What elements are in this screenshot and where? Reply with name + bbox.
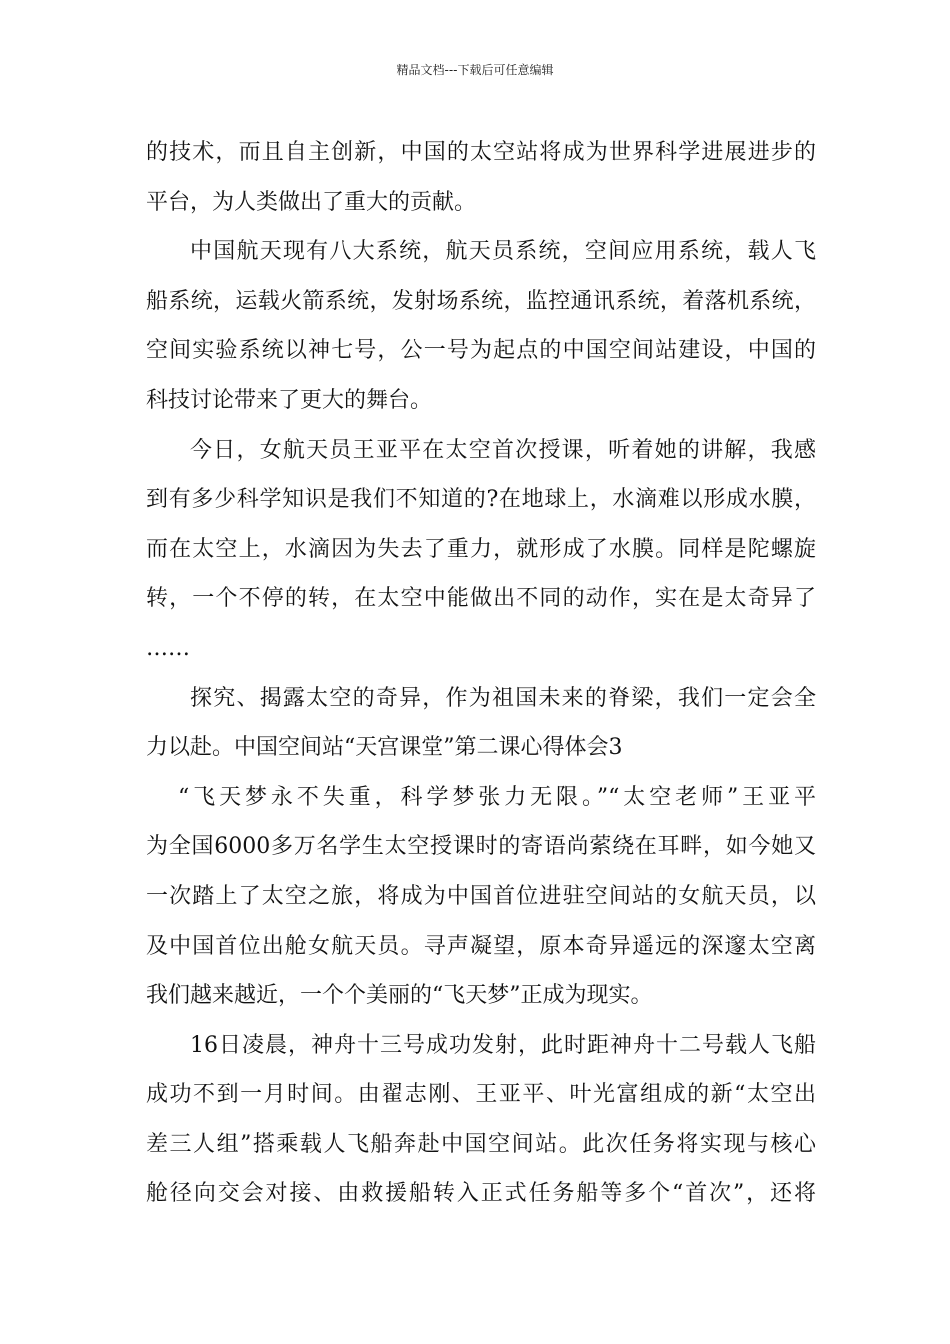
text-line: 为全国6000多万名学生太空授课时的寄语尚萦绕在耳畔，如今她又: [146, 834, 816, 860]
text-line: 平台，为人类做出了重大的贡献。: [146, 189, 477, 215]
text-line: 空间实验系统以神七号，公一号为起点的中国空间站建设，中国的: [146, 338, 816, 364]
paragraph-start-line: “飞天梦永不失重，科学梦张力无限。”“太空老师”王亚平: [178, 784, 816, 810]
text-line: 而在太空上，水滴因为失去了重力，就形成了水膜。同样是陀螺旋: [146, 536, 816, 562]
paragraph-start-line: 中国航天现有八大系统，航天员系统，空间应用系统，载人飞: [190, 239, 816, 265]
text-line: 力以赴。中国空间站“天宫课堂”第二课心得体会3: [146, 735, 623, 761]
paragraph-start-line: 探究、揭露太空的奇异，作为祖国未来的脊梁，我们一定会全: [190, 685, 816, 711]
text-line: 我们越来越近，一个个美丽的“飞天梦”正成为现实。: [146, 983, 653, 1009]
text-line: 差三人组”搭乘载人飞船奔赴中国空间站。此次任务将实现与核心: [146, 1131, 816, 1157]
text-line: 的技术，而且自主创新，中国的太空站将成为世界科学进展进步的: [146, 140, 816, 165]
text-line: 成功不到一月时间。由翟志刚、王亚平、叶光富组成的新“太空出: [146, 1082, 816, 1108]
text-line: 科技讨论带来了更大的舞台。: [146, 387, 433, 413]
text-line: 到有多少科学知识是我们不知道的?在地球上，水滴难以形成水膜，: [146, 487, 816, 513]
text-line: 转，一个不停的转，在太空中能做出不同的动作，实在是太奇异了: [146, 586, 816, 612]
document-body: [146, 128, 816, 1219]
text-line: 船系统，运载火箭系统，发射场系统，监控通讯系统，着落机系统，: [146, 288, 816, 314]
text-line: ……: [146, 635, 190, 661]
text-line: 舱径向交会对接、由救援船转入正式任务船等多个“首次”，还将: [146, 1181, 816, 1207]
paragraph-start-line: 16日凌晨，神舟十三号成功发射，此时距神舟十二号载人飞船: [190, 1032, 816, 1058]
page-header: 精品文档---下载后可任意编辑: [396, 63, 554, 77]
paragraph-start-line: 今日，女航天员王亚平在太空首次授课，听着她的讲解，我感: [190, 437, 816, 463]
text-line: 一次踏上了太空之旅，将成为中国首位进驻空间站的女航天员，以: [146, 883, 816, 909]
text-line: 及中国首位出舱女航天员。寻声凝望，原本奇异遥远的深邃太空离: [146, 933, 816, 959]
